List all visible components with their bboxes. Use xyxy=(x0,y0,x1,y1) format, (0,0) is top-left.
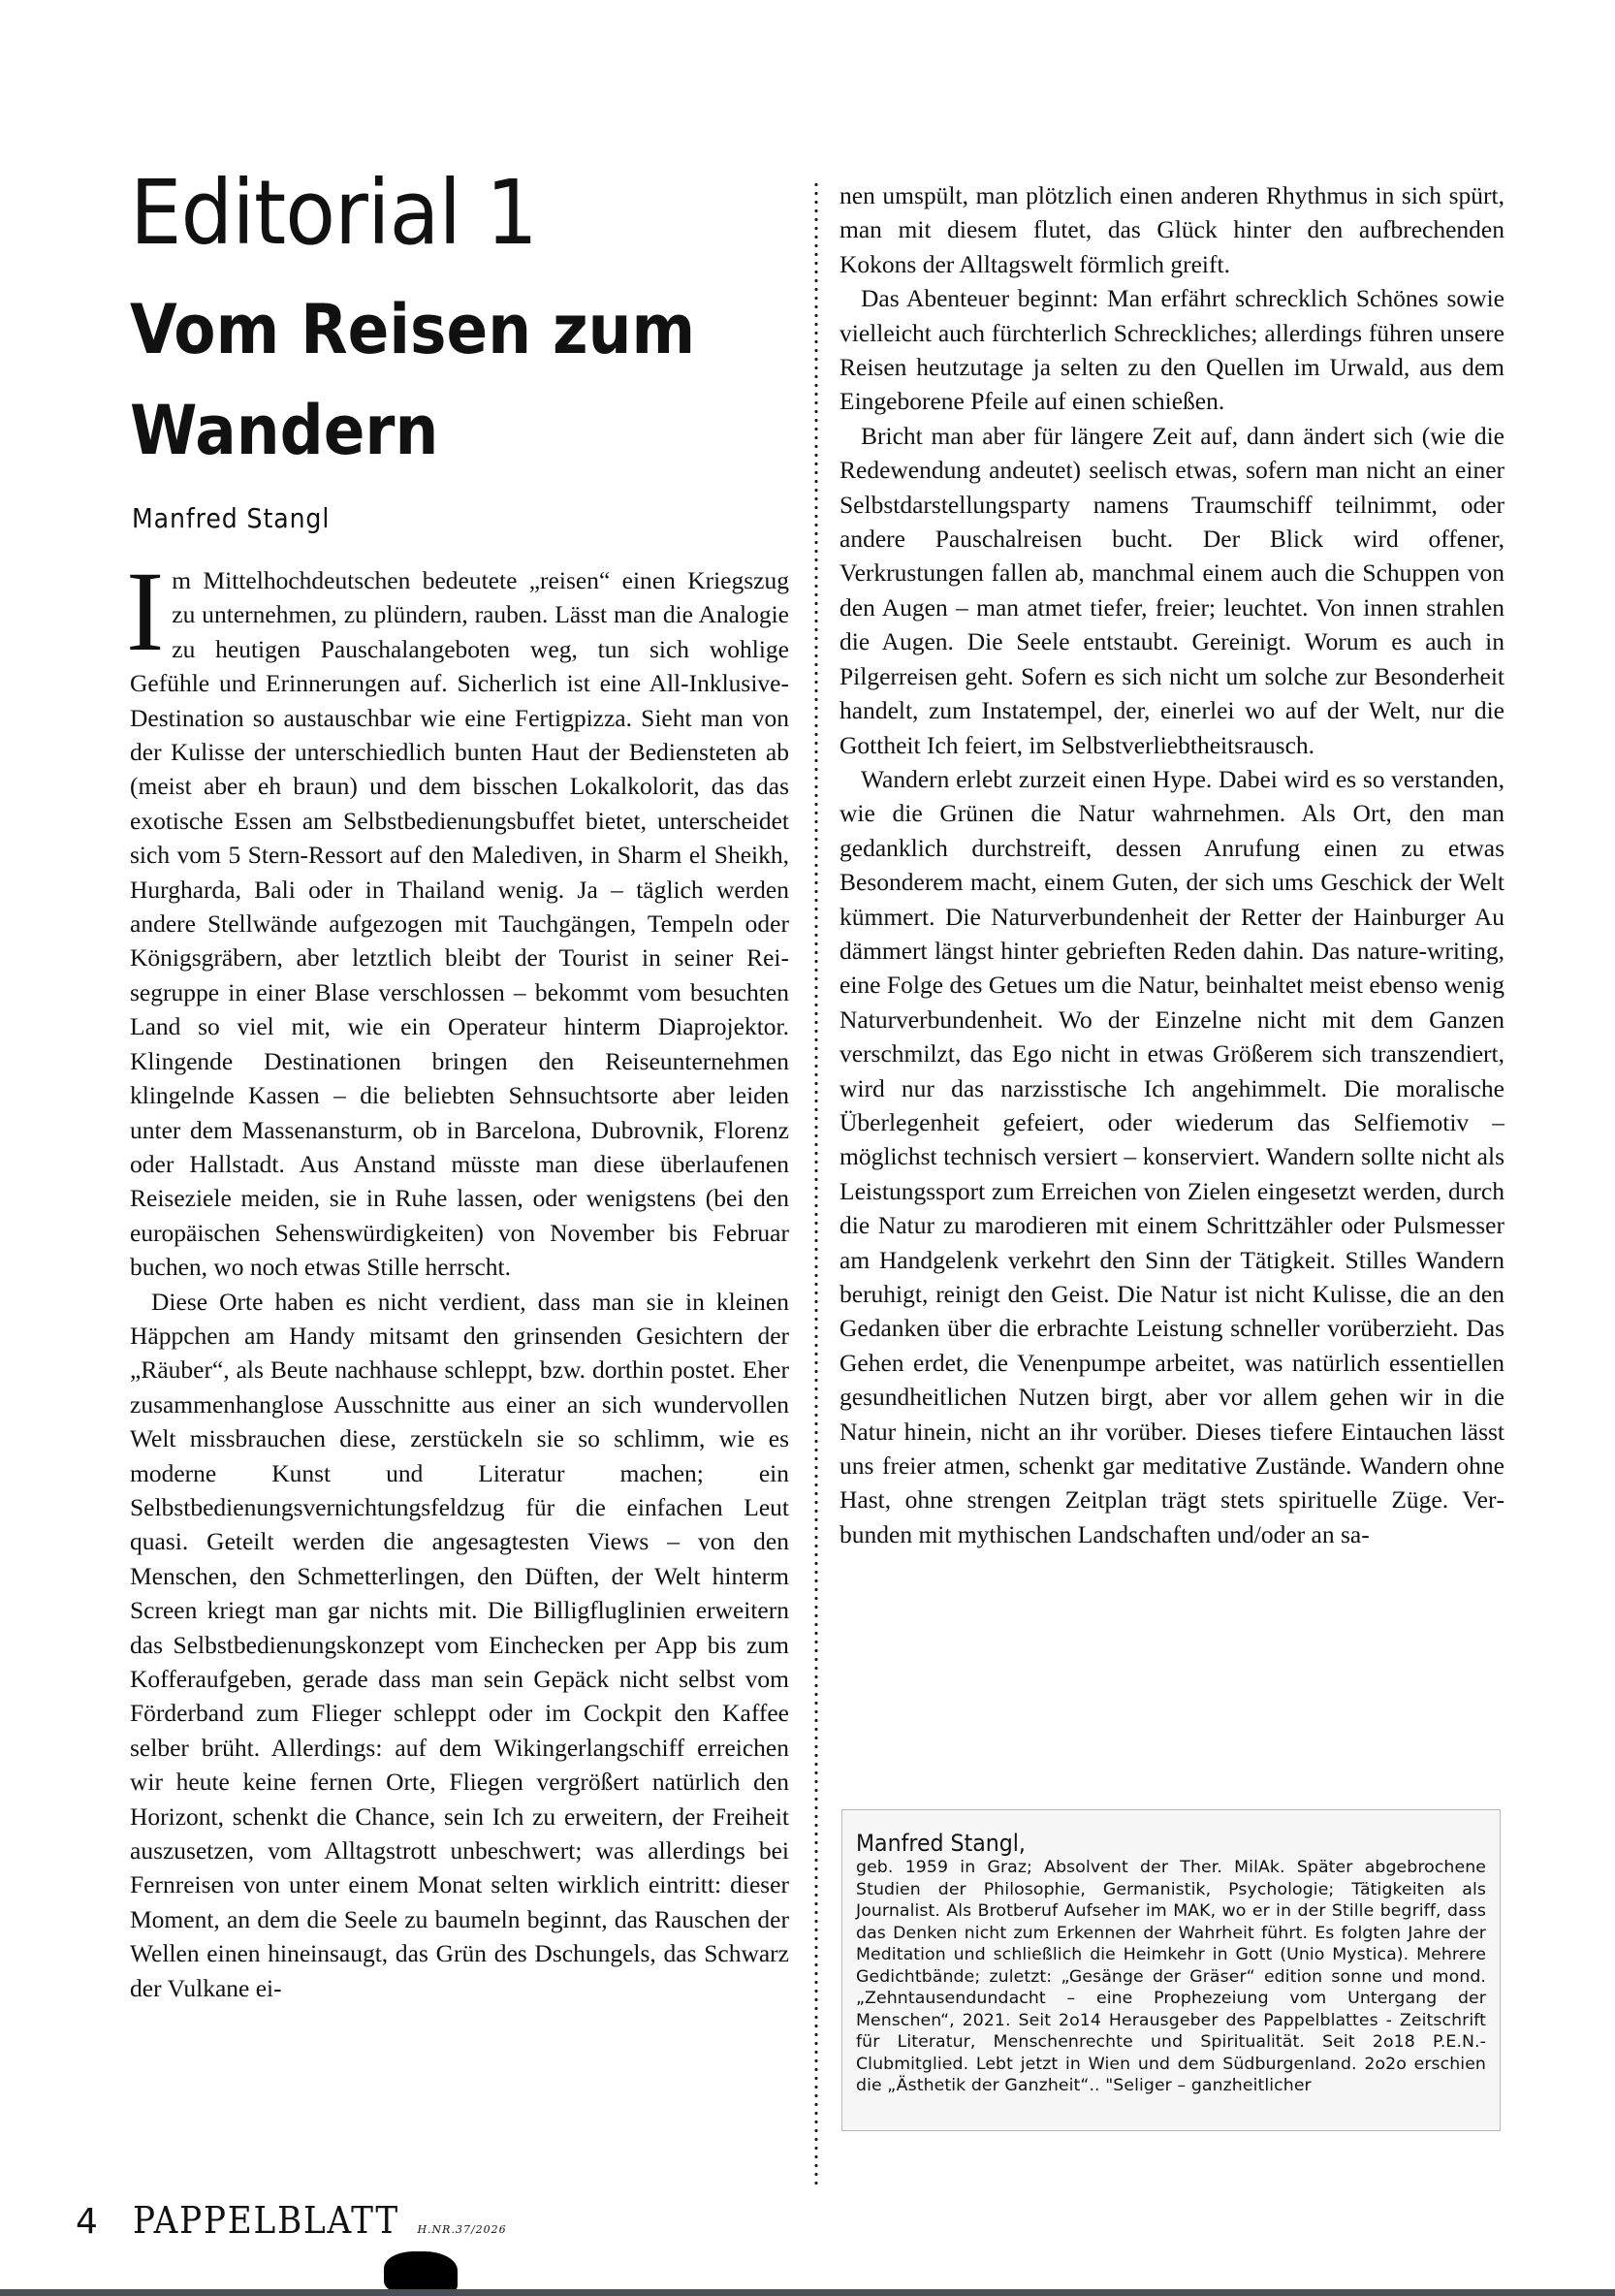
paragraph: nen umspült, man plötzlich einen anderen Rhythmus in sich spürt, man mit diesem flutet, das Glück hinter den aufbrechenden Kokons der Alltagswelt förmlich greift. xyxy=(839,181,1504,278)
drop-cap: I xyxy=(126,548,165,675)
ink-blot-mark xyxy=(384,2251,458,2294)
paragraph-text: m Mittelhochdeutschen bedeutete „reisen“ einen Kriegszug zu unternehmen, zu plündern, rauben. Lässt man die Analogie zu heutigen Pauschalangeboten weg, tun sich wohlige Gefühle und Erinnerungen auf. Sicherlich ist eine All-Inklusive-Destination so austauschbar wie eine Fertigpizza. Sieht man von der Kulisse der unterschiedlich bunten Haut der Bediensteten ab (meist aber eh braun) und dem bisschen Lokalkolorit, das das exotische Essen am Selbstbedienungsbuffet bietet, unterscheidet sich vom 5 Stern-Ressort auf den Malediven, in Sharm el Sheikh, Hurgharda, Bali oder in Thailand wenig. Ja – täglich werden andere Stellwände aufgezogen mit Tauchgängen, Tempeln oder Königsgräbern, aber letztlich bleibt der Tourist in seiner Reisegruppe in einer Blase verschlossen – bekommt vom besuchten Land so viel mit, wie ein Operateur hinterm Diaprojektor. Klingende Destinationen bringen den Reiseunternehmen klingelnde Kassen – die beliebten Sehnsuchtsorte aber leiden unter dem Massenansturm, ob in Barcelona, Dubrovnik, Florenz oder Hallstadt. Aus Anstand müsste man diese überlaufenen Reiseziele meiden, sie in Ruhe lassen, oder wenigstens (bei den europäischen Sehenswürdigkeiten) von November bis Februar buchen, wo noch etwas Stille herrscht. xyxy=(130,566,789,1282)
editorial-title: Editorial 1 xyxy=(130,161,538,265)
page-footer xyxy=(76,2199,507,2242)
article-subtitle: Vom Reisen zum Wandern xyxy=(130,290,696,470)
viewer-bottom-bar xyxy=(0,2289,1615,2296)
paragraph: Das Abenteuer beginnt: Man erfährt schrecklich Schönes sowie vielleicht auch fürchterlich Schreckliches; allerdings führen unsere Reisen heutzutage ja selten zu den Quellen im Urwald, aus dem Eingeborene Pfeile auf einen schießen. xyxy=(839,284,1504,416)
magazine-name: PAPPELBLATT xyxy=(132,2199,399,2242)
bio-name: Manfred Stangl, xyxy=(856,1830,1026,1857)
column-divider-dotted xyxy=(814,180,818,2187)
bio-text: geb. 1959 in Graz; Absolvent der Ther. MilAk. Später abgebrochene Studien der Philosophie, Germanistik, Psychologie; Tätigkeiten als Journalist. Als Brotberuf Aufseher im MAK, wo er in der Stille begriff, dass das Denken nicht zum Erkennen der Wahrheit führt. Es folgten Jahre der Meditation und schließlich die Heimkehr in Gott (Unio Mystica). Mehrere Gedichtbände; zuletzt: „Gesänge der Gräser“ edition sonne und mond. „Zehntausendundacht – eine Prophezeiung vom Untergang der Menschen“, 2021. Seit 2o14 Herausgeber des Pappelblattes - Zeitschrift für Literatur, Menschenrechte und Spiritualität. Seit 2o18 P.E.N.-Clubmitglied. Lebt jetzt in Wien und dem Südburgenland. 2o2o erschien die „Ästhetik der Ganzheit“.. "Seliger – ganzheitlicher xyxy=(856,1858,1486,2095)
paragraph xyxy=(126,548,789,1285)
right-column xyxy=(839,178,1504,1551)
author-bio-box xyxy=(841,1809,1501,2131)
issue-number: H.NR.37/2026 xyxy=(417,2223,507,2236)
paragraph: Bricht man aber für längere Zeit auf, dann ändert sich (wie die Redewendung andeutet) seelisch etwas, sofern man nicht an einer Selbstdarstellungsparty namens Traumschiff teilnimmt, oder andere Pauschalreisen bucht. Der Blick wird offener, Verkrustungen fallen ab, manchmal einem auch die Schuppen von den Augen – man atmet tiefer, freier; leuchtet. Von innen strahlen die Augen. Die Seele entstaubt. Gereinigt. Worum es auch in Pilgerreisen geht. Sofern es sich nicht um solche zur Besonderheit handelt, zum Instatempel, der, einerlei wo auf der Welt, nur die Gottheit Ich feiert, im Selbstverliebtheitsrausch. xyxy=(839,421,1504,759)
left-column xyxy=(126,161,789,2005)
page-number: 4 xyxy=(76,2202,98,2242)
author-byline: Manfred Stangl xyxy=(132,502,331,534)
paragraph: Wandern erlebt zurzeit einen Hype. Dabei wird es so verstanden, wie die Grünen die Natur wahrnehmen. Als Ort, den man gedanklich durchstreift, dessen Anrufung einen zu etwas Besonderem macht, einem Guten, der sich ums Geschick der Welt kümmert. Die Naturverbundenheit der Retter der Hainburger Au dämmert längst hinter gebrieften Reden dahin. Das nature-writing, eine Folge des Getues um die Natur, beinhaltet meist ebenso wenig Naturverbundenheit. Wo der Einzelne nicht mit dem Ganzen verschmilzt, das Ego nicht in etwas Größerem sich transzendiert, wird nur das narzisstische Ich angehimmelt. Die moralische Überlegenheit gefeiert, oder wiederum das Selfiemotiv – möglichst technisch versiert – konserviert. Wandern sollte nicht als Leistungssport zum Erreichen von Zielen eingesetzt werden, durch die Natur zu marodieren mit einem Schrittzähler oder Pulsmesser am Handgelenk verkehrt den Sinn der Tätigkeit. Stilles Wandern beruhigt, reinigt den Geist. Die Natur ist nicht Kulisse, die an den Gedanken über die erbrachte Leistung schneller vorüberzieht. Das Gehen erdet, die Venenpumpe arbeitet, was natürlich essentiellen gesundheitlichen Nutzen birgt, aber vor allem gehen wir in die Natur hinein, nicht an ihr vorüber. Dieses tiefere Eintauchen lässt uns freier atmen, schenkt gar meditative Zustände. Wandern ohne Hast, ohne strengen Zeitplan trägt stets spirituelle Züge. Verbunden mit mythischen Landschaften und/oder an sa- xyxy=(839,764,1504,1548)
paragraph: Diese Orte haben es nicht verdient, dass man sie in kleinen Häppchen am Handy mitsamt den grinsenden Gesichtern der „Räuber“, als Beute nachhause schleppt, bzw. dorthin postet. Eher zusammenhanglose Ausschnitte aus einer an sich wundervollen Welt missbrauchen diese, zerstückeln sie so schlimm, wie es moderne Kunst und Literatur machen; ein Selbstbedienungsvernichtungsfeldzug für die einfachen Leut quasi. Geteilt werden die angesagtesten Views – von den Menschen, den Schmetterlingen, den Düften, der Welt hinterm Screen kriegt man gar nichts mit. Die Billigfluglinien erweitern das Selbstbedienungskonzept vom Einchecken per App bis zum Kofferaufgeben, gerade dass man sein Gepäck nicht selbst vom Förderband zum Flieger schleppt oder im Cockpit den Kaffee selber brüht. Allerdings: auf dem Wikingerlangschiff erreichen wir heute keine fernen Orte, Fliegen vergrößert natürlich den Horizont, schenkt die Chance, sein Ich zu erweitern, der Freiheit auszusetzen, vom Alltagstrott unbeschwert; was allerdings bei Fernreisen von unter einem Monat selten wirklich eintritt: dieser Moment, an dem die Seele zu baumeln beginnt, das Rauschen der Wellen einen hineinsaugt, das Grün des Dschungels, das Schwarz der Vulkane ei- xyxy=(130,1287,789,2002)
